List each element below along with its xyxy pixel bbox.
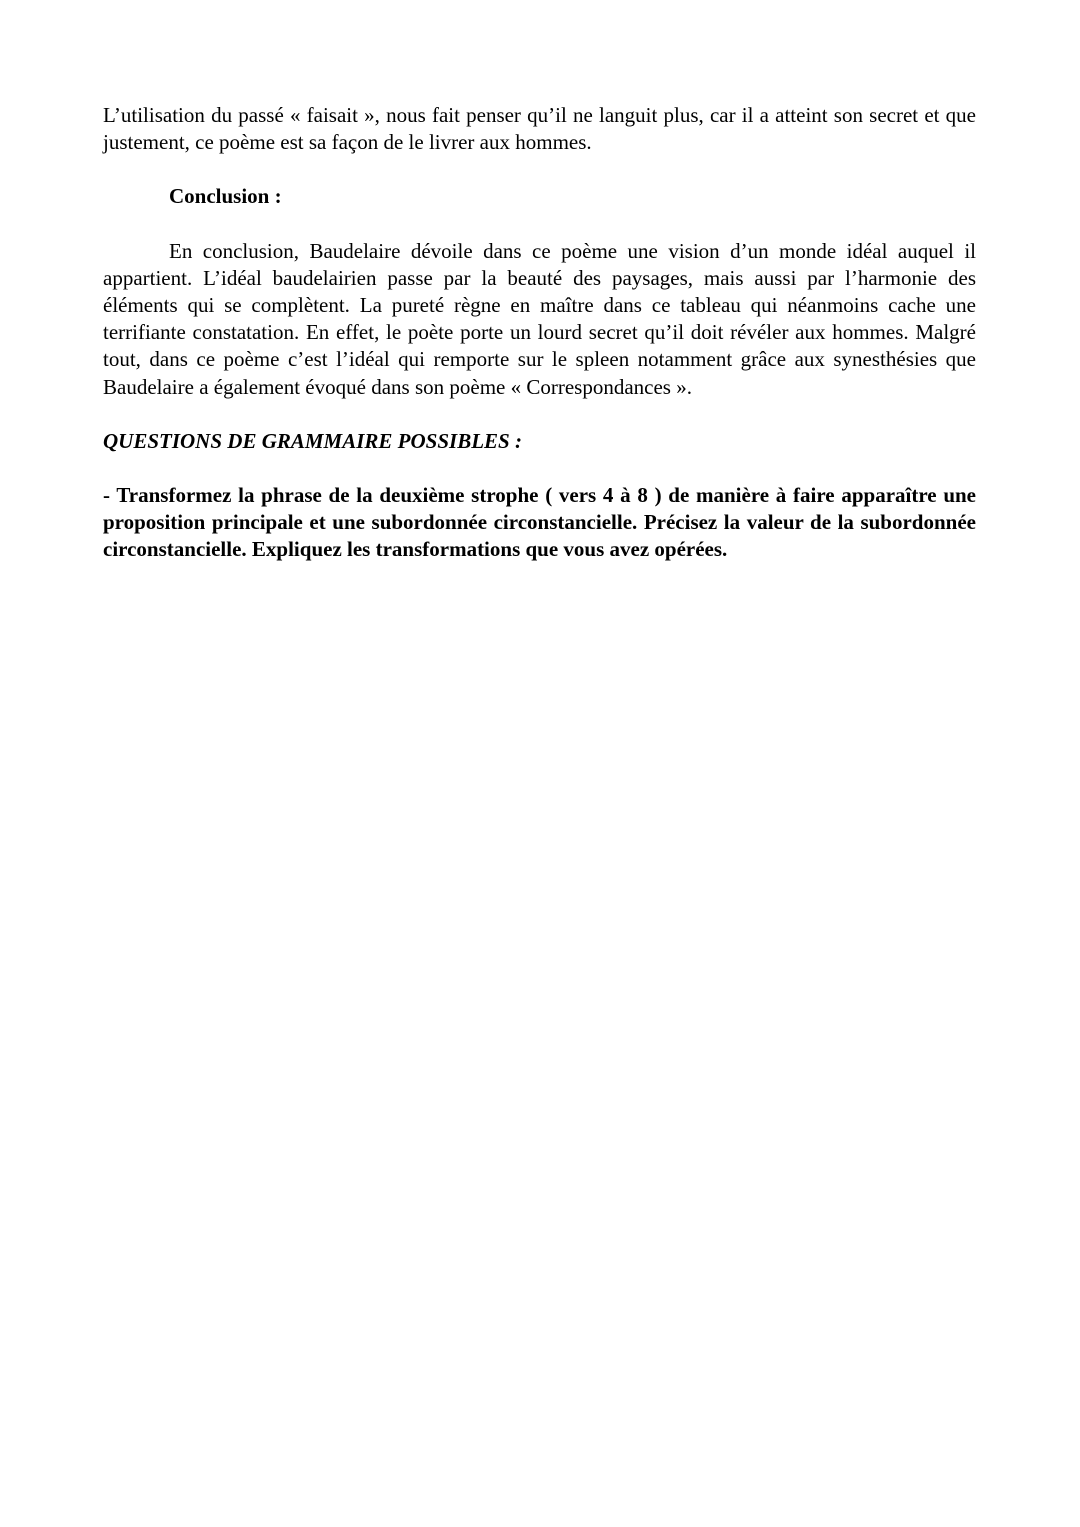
document-page xyxy=(103,102,976,564)
spacer xyxy=(103,401,976,428)
spacer xyxy=(103,455,976,482)
questions-title: QUESTIONS DE GRAMMAIRE POSSIBLES : xyxy=(103,428,522,453)
conclusion-heading: Conclusion : xyxy=(169,184,282,209)
grammar-question: - Transformez la phrase de la deuxième strophe ( vers 4 à 8 ) de manière à faire apparaître une proposition principale et une subordonnée circonstancielle. Précisez la valeur de la subordonnée circonstancielle. Expliquez les transformations que vous avez opérées. xyxy=(103,483,976,562)
intro-paragraph: L’utilisation du passé « faisait », nous fait penser qu’il ne languit plus, car il a atteint son secret et que justement, ce poème est sa façon de le livrer aux hommes. xyxy=(103,103,976,155)
spacer xyxy=(103,156,976,183)
spacer xyxy=(103,211,976,238)
conclusion-paragraph: En conclusion, Baudelaire dévoile dans ce poème une vision d’un monde idéal auquel il appartient. L’idéal baudelairien passe par la beauté des paysages, mais aussi par l’harmonie des éléments qui se complètent. La pureté règne en maître dans ce tableau qui néanmoins cache une terrifiante constatation. En effet, le poète porte un lourd secret qu’il doit révéler aux hommes. Malgré tout, dans ce poème c’est l’idéal qui remporte sur le spleen notamment grâce aux synesthésies que Baudelaire a également évoqué dans son poème « Correspondances ». xyxy=(103,238,976,399)
